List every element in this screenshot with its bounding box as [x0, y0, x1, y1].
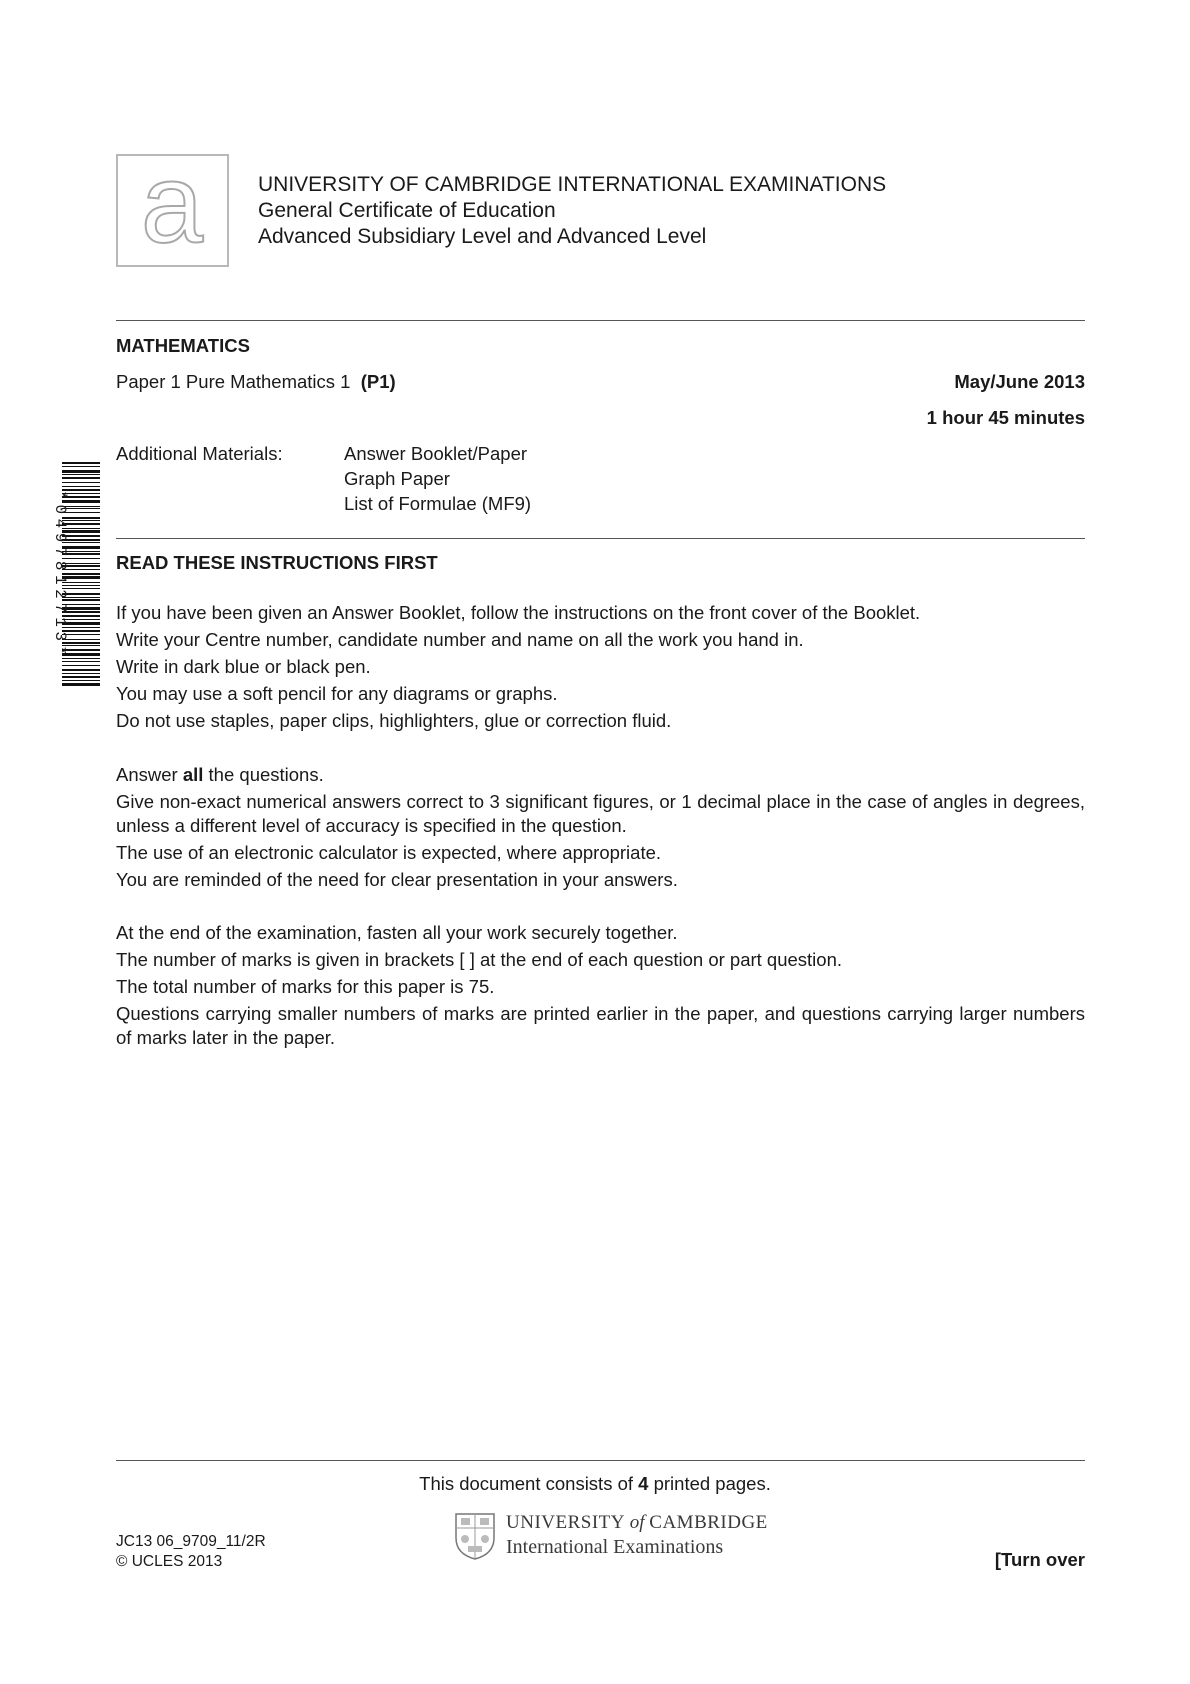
page-count-pre: This document consists of: [419, 1473, 639, 1494]
page-count-post: printed pages.: [648, 1473, 771, 1494]
material-item: Graph Paper: [344, 468, 450, 489]
paper-title-line: [116, 370, 396, 394]
material-item: Answer Booklet/Paper: [344, 443, 528, 464]
instruction-line: You may use a soft pencil for any diagrams or graphs.: [116, 683, 558, 704]
instruction-line: The total number of marks for this paper is 75.: [116, 976, 495, 997]
turn-over-label: [Turn over: [994, 1549, 1085, 1570]
instruction-line: Write in dark blue or black pen.: [116, 656, 371, 677]
university-name-line-2: International Examinations: [506, 1536, 724, 1558]
letter-a-logo-icon: [118, 156, 227, 265]
university-name-line-1: [506, 1512, 768, 1534]
uni-name-part: UNIVERSITY: [506, 1512, 625, 1533]
instructions-heading: READ THESE INSTRUCTIONS FIRST: [116, 552, 438, 573]
instruction-line: Questions carrying smaller numbers of marks are printed earlier in the paper, and questions carrying larger numbers of marks later in the paper.: [116, 1003, 1085, 1048]
instruction-line: The number of marks is given in brackets [ ] at the end of each question or part question.: [116, 949, 843, 970]
uni-name-of: of: [629, 1512, 645, 1533]
paper-code: (P1): [360, 371, 396, 392]
answer-text-pre: Answer: [116, 764, 183, 785]
material-item: List of Formulae (MF9): [344, 493, 532, 514]
instruction-line: Give non-exact numerical answers correct to 3 significant figures, or 1 decimal place in the case of angles in degrees, unless a different level of accuracy is specified in the question.: [116, 791, 1085, 836]
instruction-line: The use of an electronic calculator is expected, where appropriate.: [116, 842, 662, 863]
materials-divider: [116, 538, 1085, 539]
footer-divider: [116, 1460, 1085, 1461]
exam-duration: 1 hour 45 minutes: [926, 407, 1085, 428]
answer-text-bold: all: [182, 764, 204, 785]
barcode-number: *0497812713*: [51, 490, 69, 660]
exam-session: May/June 2013: [954, 371, 1085, 392]
instructions-group-2: [116, 763, 1085, 895]
instruction-line: At the end of the examination, fasten all your work securely together.: [116, 922, 678, 943]
header-divider: [116, 320, 1085, 321]
certificate-name: General Certificate of Education: [258, 199, 556, 222]
answer-text-post: the questions.: [203, 764, 324, 785]
page-count: [0, 1472, 1190, 1496]
copyright-notice: © UCLES 2013: [116, 1553, 223, 1570]
page-count-number: 4: [638, 1473, 649, 1494]
subject-title: MATHEMATICS: [116, 335, 250, 356]
instruction-line: You are reminded of the need for clear presentation in your answers.: [116, 869, 678, 890]
organisation-name: UNIVERSITY OF CAMBRIDGE INTERNATIONAL EXAMINATIONS: [258, 173, 887, 196]
svg-text:a: a: [140, 156, 204, 265]
instruction-line: Write your Centre number, candidate number and name on all the work you hand in.: [116, 629, 804, 650]
paper-title: Paper 1 Pure Mathematics 1: [116, 371, 351, 392]
uni-name-part: CAMBRIDGE: [649, 1512, 768, 1533]
crest-icon: [454, 1512, 496, 1560]
instruction-line: Do not use staples, paper clips, highlighters, glue or correction fluid.: [116, 710, 672, 731]
instruction-line: If you have been given an Answer Booklet, follow the instructions on the front cover of the Booklet.: [116, 602, 921, 623]
instructions-group-1: [116, 601, 1085, 736]
document-reference: JC13 06_9709_11/2R: [116, 1533, 266, 1550]
instructions-group-3: [116, 921, 1085, 1053]
barcode: [42, 462, 100, 690]
qualification-level: Advanced Subsidiary Level and Advanced Level: [258, 225, 707, 248]
exam-board-logo: [116, 154, 229, 267]
instruction-line: [116, 763, 1085, 787]
materials-label: Additional Materials:: [116, 443, 283, 464]
